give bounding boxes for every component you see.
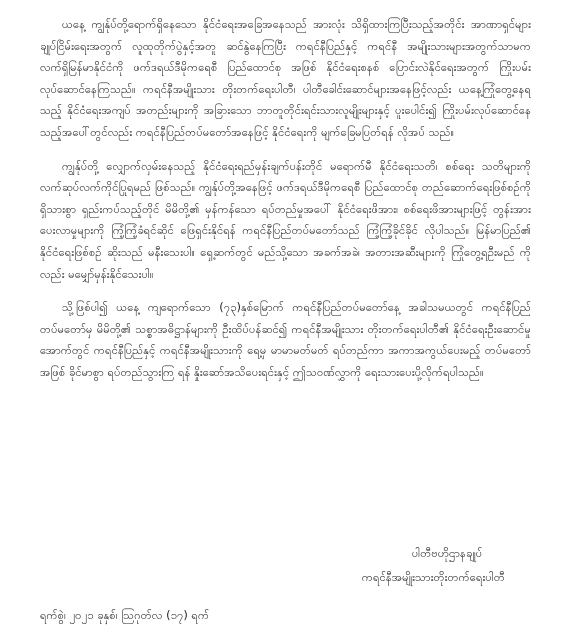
paragraph-1: ယနေ့ ကျွန်ုပ်တို့ရောက်ရှိနေသော နိုင်ငံရေးအခြေအနေသည် အားလုံး သိရှိထားကြပြီးသည့်အတိုင်း အာဏာရှင်များ ချုပ်ငြိမ်းရေးအတွက် လူထုတိုက်ပွဲနှင့်အတူ ဆင်နွဲနေကြပြီး ကရင်နီပြည်နှင့် ကရင်နီ အမျိုးသားများအတွက်သာမက လက်ရှိမြန်မာနိုင်ငံကို ဖက်ဒရယ်ဒီမိုကရေစီ ပြည်ထောင်စု အဖြစ် နိုင်ငံရေးစနစ် ပြောင်းလဲနိုင်ရေးအတွက် ကြိုးပမ်းလုပ်ဆောင်နေကြသည်။ ကရင်နီအမျိုးသား တိုးတက်ရေးပါတီ၊ ပါတီခေါင်းဆောင်များအနေဖြင့်လည်း ယနေ့ကြုံတွေ့နေရသည့် နိုင်ငံရေးအကျပ် အတည်းများကို အခြားသော ဘာတူတိုင်းရင်းသားလူမျိုးများနှင့် ပူးပေါင်း၍ ကြိုးပမ်းလုပ်ဆောင်နေ သည့်အပေါ်တွင်လည်း ကရင်နီပြည်တပ်မတော်အနေဖြင့် နိုင်ငံရေးကို မျက်ခြေမပြတ်ရန် လိုအပ် သည်။ <box>40 17 531 139</box>
paragraph-3: သို့ဖြစ်ပါ၍ ယနေ့ ကျရောက်သော (၇၃)နှစ်မြောက် ကရင်နီပြည်တပ်မတော်နေ့ အခါသမယတွင် ကရင်နီပြည်တပ်မတော်မှ မိမိတို့၏ သစ္စာအဓိဋ္ဌာန်များကို ဦးထိပ်ပန်ဆင်၍ ကရင်နီအမျိုးသား တိုးတက်ရေးပါတီ၏ နိုင်ငံရေးဦးဆောင်မှုအောက်တွင် ကရင်နီပြည်နှင့် ကရင်နီအမျိုးသားကို ရေ့မှ မာမာမတ်မတ် ရပ်တည်ကာ အကာအကွယ်ပေးမည့် တပ်မတော်အဖြစ် ခိုင်မာစွာ ရပ်တည်သွားကြ ရန် နှိုးဆော်အသိပေးရင်းနှင့် ဤသဝဏ်လွှာကို ရေးသားပေးပို့လိုက်ရပါသည်။ <box>40 300 531 379</box>
document-date: ရက်စွဲ၊ ၂၀၂၁ ခုနှစ်၊ ဩဂုတ်လ (၁၇) ရက် <box>40 608 210 622</box>
paragraph-2: ကျွန်ုပ်တို့ လျှောက်လှမ်းနေသည့် နိုင်ငံရေးရည်မှန်းချက်ပန်းတိုင် မရောက်မီ နိုင်ငံရေးသတိ၊ စစ်ရေး သတိများကို လက်ဆုပ်လက်ကိုင်ပြုရမည် ဖြစ်သည်။ ကျွန်ုပ်တို့အနေဖြင့် ဖက်ဒရယ်ဒီမိုကရေစီ ပြည်ထောင်စု တည်ဆောက်ရေးဖြစ်စဉ်ကို ရှိသားစွာ ရှည်းကပ်သည့်တိုင် မိမိတို့၏ မှန်ကန်သော ရပ်တည်မှုအပေါ် နိုင်ငံရေးဖိအား၊ စစ်ရေးဖိအားများဖြင့် တွန်းအားပေးလာမှုများကို ကြံ့ကြံ့ခံရင်ဆိုင် ဖြေရှင်းနိုင်ရန် ကရင်နီပြည်တပ်မတော်သည် ကြံ့ကြံ့ခိုင်ခိုင် လိုပါသည်။ မြန်မာပြည်၏ နိုင်ငံရေးဖြစ်စဉ် ဆိုးသည် မနီးသေးပါ။ ရှေ့ဆက်တွင် မည်သို့သော အခက်အခဲ၊ အတားအဆီးများကို ကြုံတွေ့ရဦးမည် ကိုလည်း မမျှော်မှန်းနိုင်သေးပါ။ <box>40 158 531 281</box>
signature-headquarters: ပါတီဗဟိုဌာနချုပ် <box>411 546 483 560</box>
signature-party-name: ကရင်နီအမျိုးသားတိုးတက်ရေးပါတီ <box>361 570 505 584</box>
signature-block <box>362 541 505 589</box>
